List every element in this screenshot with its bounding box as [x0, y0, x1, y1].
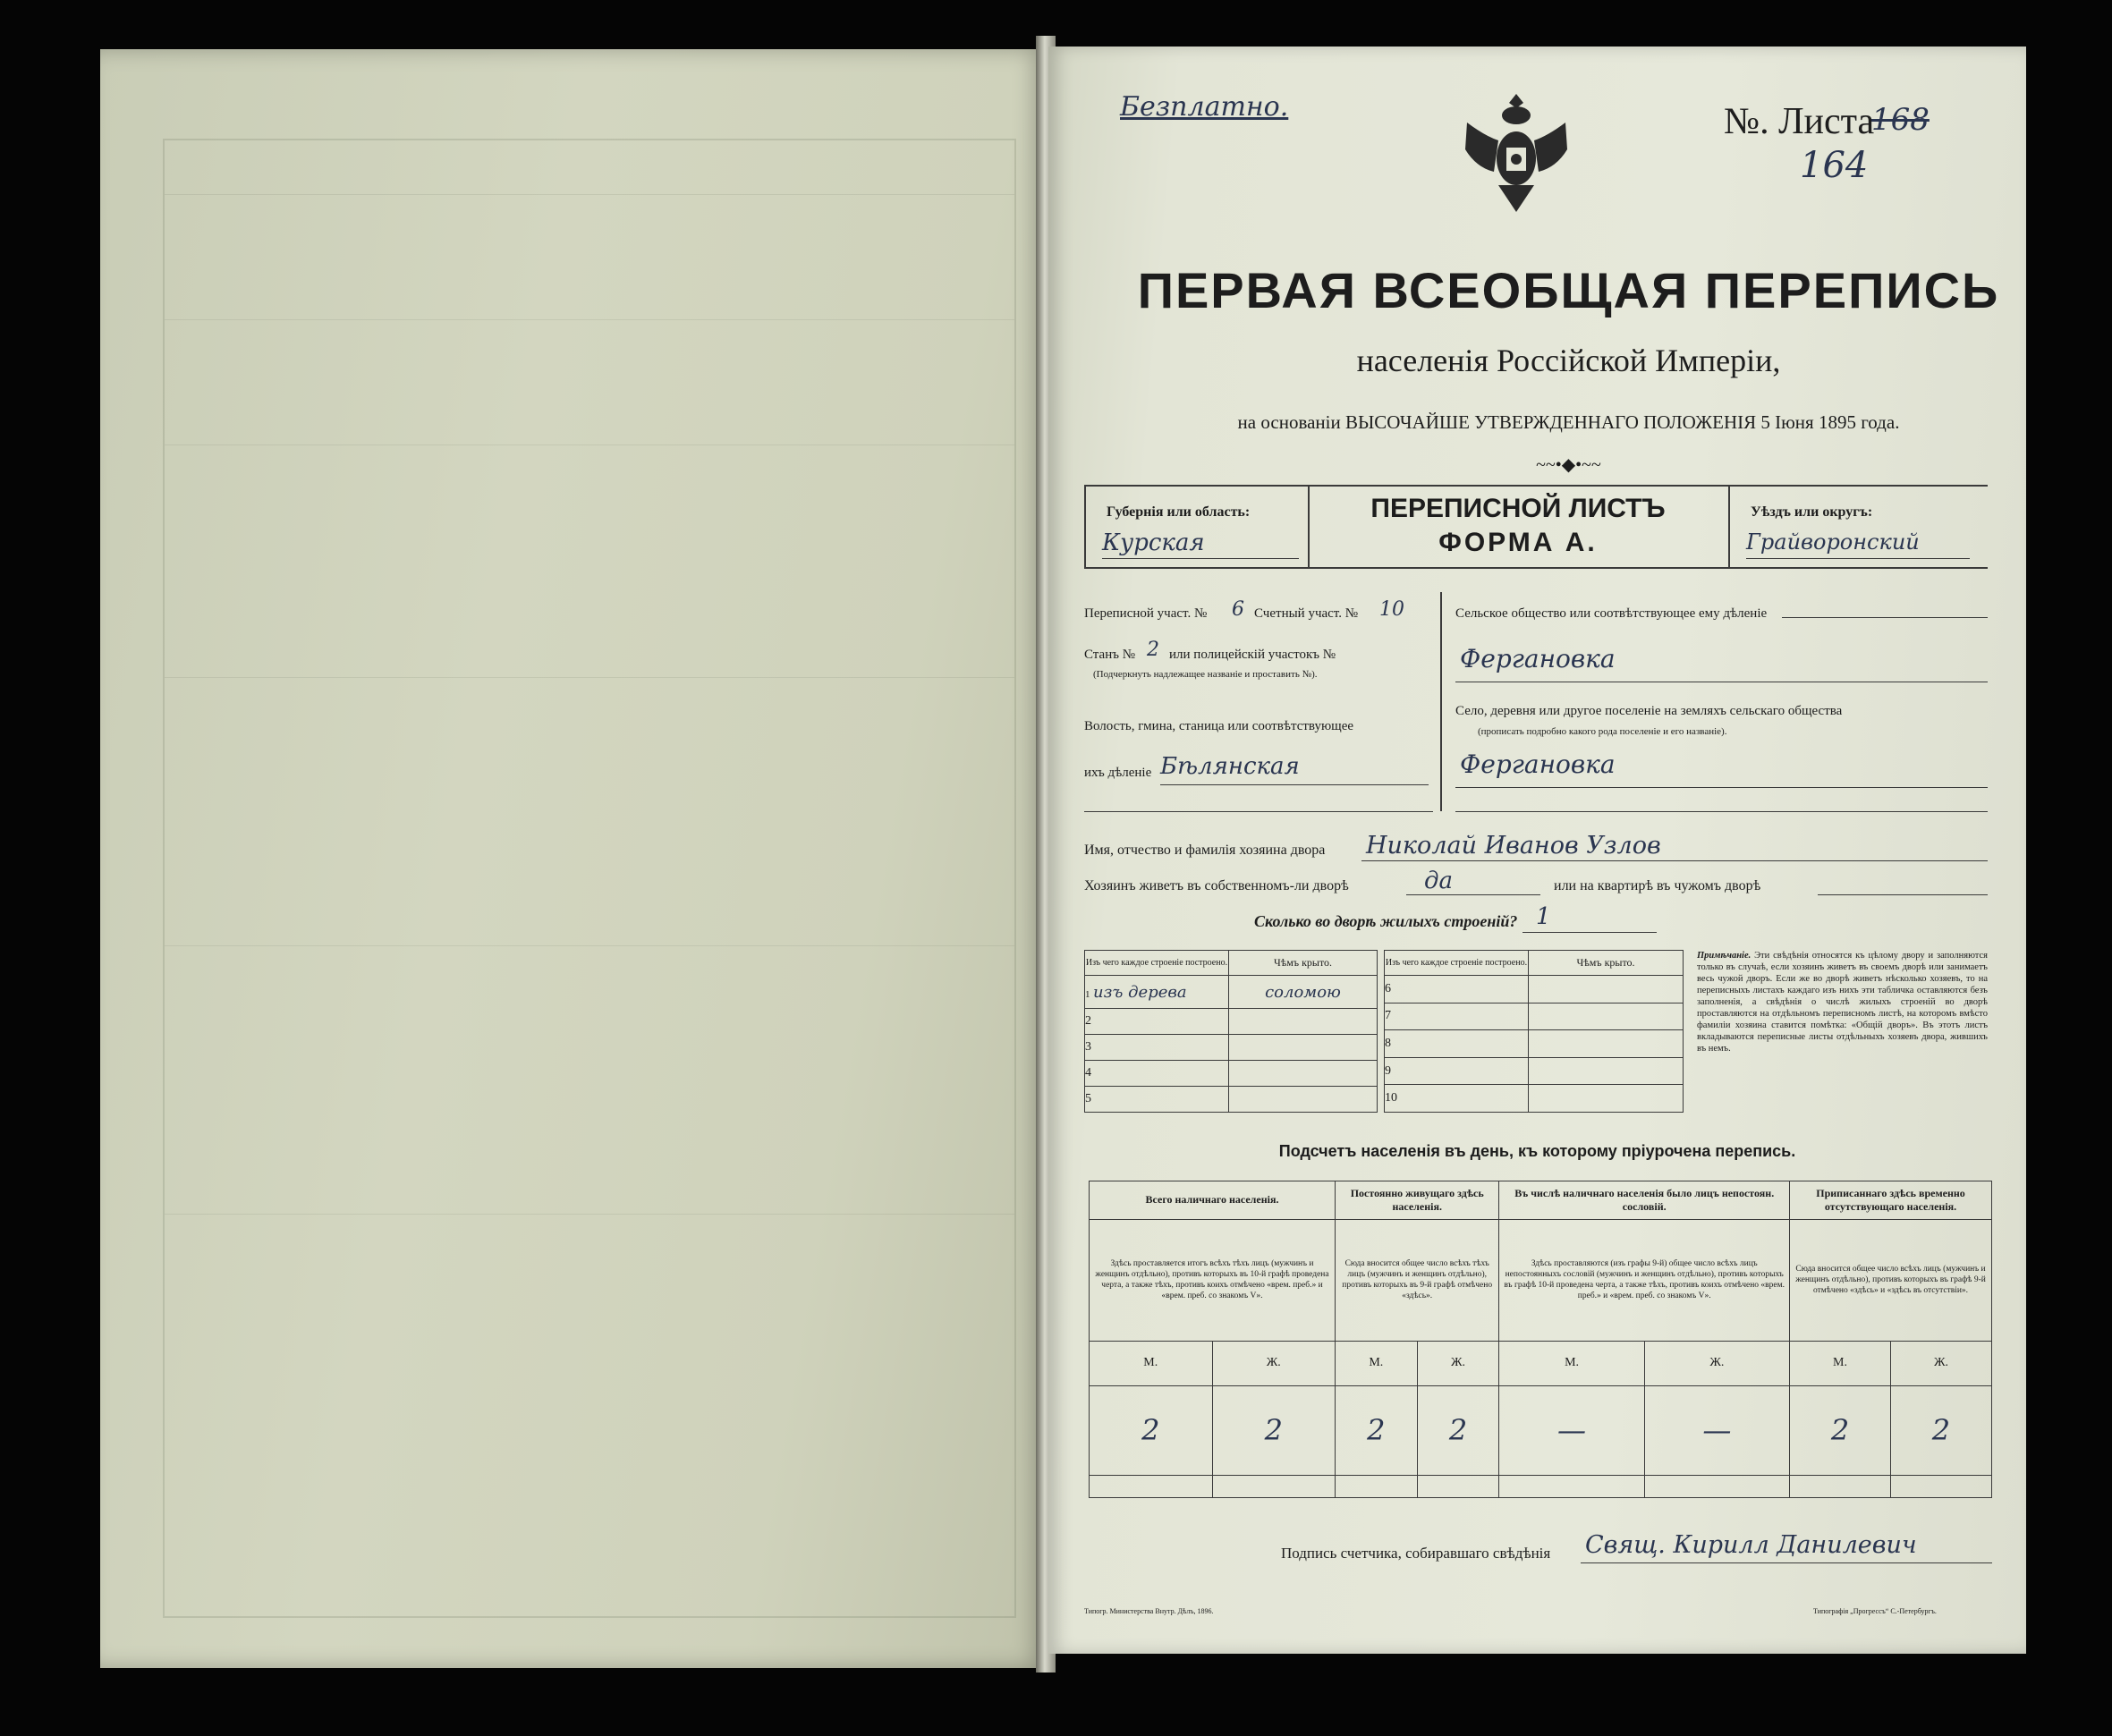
sheet-number-value: 164: [1800, 145, 1869, 186]
perepisnoy-value: 6: [1232, 598, 1244, 621]
gubernia-value: Курская: [1102, 529, 1205, 556]
owner-value: Николай Иванов Узлов: [1366, 832, 1661, 860]
buildings-value: 1: [1536, 903, 1551, 930]
footer-printer-left: Типогр. Министерства Внутр. Дѣлъ, 1896.: [1084, 1607, 1214, 1615]
nonpermanent-m-value: —: [1499, 1385, 1644, 1476]
col-material: Изъ чего каждое строеніе построено.: [1085, 951, 1229, 976]
police-label: или полицейскій участокъ №: [1169, 648, 1336, 662]
buildings-table-left: Изъ чего каждое строеніе построено. Чѣмъ крыто. 1 изъ дерева соломою 2 3 4 5: [1084, 950, 1378, 1113]
resident-m-value: 2: [1336, 1385, 1418, 1476]
volost-value: Бѣлянская: [1160, 753, 1300, 780]
buildings-note: Примѣчаніе. Эти свѣдѣнія относятся къ цѣлому двору и заполняются только въ случаѣ, если хозяинъ живетъ въ своемъ дворѣ или занимаетъ весь чужой дворъ. Если же во дворѣ живетъ нѣсколько хозяевъ, то на переписныхъ листахъ каждаго изъ нихъ эти табличка оставляются безъ заполненія, а свѣдѣнія о числѣ жилыхъ строеній во дворѣ проставляются на отдѣльномъ переписномъ листѣ, на которомъ вмѣсто фамиліи хозяина ставится помѣтка: «Общій дворъ». Въ этотъ листъ вкладываются переписные листы отдѣльныхъ хозяевъ двора, жившихъ въ немъ.: [1697, 951, 1988, 1054]
signature-value: Свящ. Кирилл Данилевич: [1585, 1531, 1917, 1559]
buildings-table-right: Изъ чего каждое строеніе построено. Чѣмъ крыто. 6 7 8 9 10: [1384, 950, 1684, 1113]
volost-label: Волость, гмина, станица или соотвѣтствующее: [1084, 719, 1354, 733]
resident-zh-value: 2: [1417, 1385, 1499, 1476]
volost-label-2: ихъ дѣленіе: [1084, 766, 1152, 780]
selo-label: Село, деревня или другое поселеніе на земляхъ сельскаго общества: [1455, 704, 1843, 718]
building-1-material: изъ дерева: [1093, 982, 1187, 1002]
form-title: ФОРМА А.: [1438, 528, 1598, 557]
apartment-label: или на квартирѣ въ чужомъ дворѣ: [1554, 878, 1761, 893]
building-1-roof: соломою: [1229, 976, 1378, 1009]
bleed-through-table: [163, 139, 1016, 1618]
col-roof: Чѣмъ крыто.: [1229, 951, 1378, 976]
sel-obsh-label: Сельское общество или соотвѣтствующее ему дѣленіе: [1455, 606, 1768, 621]
free-label: Безплатно.: [1120, 91, 1289, 123]
sheet-title: ПЕРЕПИСНОЙ ЛИСТЪ: [1370, 494, 1666, 523]
lives-label: Хозяинъ живетъ въ собственномъ-ли дворѣ: [1084, 878, 1349, 893]
absent-m-value: 2: [1790, 1385, 1891, 1476]
absent-zh-value: 2: [1890, 1385, 1991, 1476]
sheet-number-label: №. Листа: [1724, 101, 1875, 142]
buildings-label: Сколько во дворѣ жилыхъ строеній?: [1254, 912, 1518, 930]
stan-value: 2: [1147, 639, 1159, 661]
police-note: (Подчеркнуть надлежащее названіе и проставить №).: [1093, 669, 1318, 680]
selo-value: Фергановка: [1460, 749, 1616, 779]
sheet-number-struck: 168: [1871, 102, 1930, 138]
stan-label: Станъ №: [1084, 648, 1136, 662]
selo-note: (прописать подробно какого рода поселеніе и его названіе).: [1478, 726, 1727, 737]
uezd-label: Уѣздъ или округъ:: [1751, 504, 1873, 520]
total-zh-value: 2: [1212, 1385, 1336, 1476]
signature-label: Подпись счетчика, собиравшаго свѣдѣнія: [1281, 1545, 1551, 1562]
owner-label: Имя, отчество и фамилія хозяина двора: [1084, 843, 1326, 858]
population-table: Всего наличнаго населенія. Постоянно живущаго здѣсь населенія. Въ числѣ наличнаго населенія было лицъ непостоян. сословій. Приписаннаго здѣсь временно отсутствующаго населенія. Здѣсь проставляется итогъ всѣхъ тѣхъ лицъ (мужчинъ и женщинъ отдѣльно), противъ которыхъ въ 10-й графѣ проведена черта, а также тѣхъ, противъ коихъ отмѣчено «врем. преб.» и «врем. преб. со знакомъ V». Сюда вносится общее число всѣхъ тѣхъ лицъ (мужчинъ и женщинъ отдѣльно), противъ которыхъ въ 9-й графѣ отмѣчено «здѣсь». Здѣсь проставляются (изъ графы 9-й) общее число всѣхъ лицъ непостоянныхъ сословій (мужчинъ и женщинъ отдѣльно), противъ которыхъ въ графѣ 10-й проведена черта, а также тѣхъ, противъ коихъ отмѣчено «врем. преб.» и «врем. преб. со знакомъ V». Сюда вносится общее число всѣхъ лицъ (мужчинъ и женщинъ отдѣльно), противъ которыхъ въ графѣ 9-й отмѣчено «здѣсь» и «здѣсь въ отсутствіи». М. Ж. М. Ж. М. Ж. М. Ж. 2 2 2 2 — — 2 2: [1089, 1181, 1992, 1498]
imperial-eagle-icon: [1449, 87, 1583, 221]
footer-printer-right: Типографія „Прогрессъ“ С.-Петербургъ.: [1813, 1607, 1937, 1615]
schetny-value: 10: [1379, 598, 1404, 621]
left-page: [100, 49, 1047, 1668]
lives-value: да: [1424, 868, 1453, 894]
census-basis: на основаніи ВЫСОЧАЙШЕ УТВЕРЖДЕННАГО ПОЛОЖЕНІЯ 5 Іюня 1895 года.: [1237, 411, 1900, 433]
sel-obsh-value: Фергановка: [1460, 644, 1616, 673]
nonpermanent-zh-value: —: [1644, 1385, 1789, 1476]
total-m-value: 2: [1090, 1385, 1213, 1476]
census-subtitle: населенія Россійской Имперіи,: [1356, 343, 1781, 378]
census-form-page: [1048, 47, 2026, 1654]
gubernia-label: Губернія или область:: [1107, 504, 1251, 520]
uezd-value: Грайворонский: [1746, 529, 1920, 555]
census-title: ПЕРВАЯ ВСЕОБЩАЯ ПЕРЕПИСЬ: [1137, 262, 2000, 318]
population-heading: Подсчетъ населенія въ день, къ которому пріурочена перепись.: [1278, 1142, 1796, 1160]
ornament-divider: ~~•◆•~~: [1536, 455, 1601, 475]
schetny-label: Счетный участ. №: [1254, 606, 1359, 621]
perepisnoy-label: Переписной участ. №: [1084, 606, 1208, 621]
